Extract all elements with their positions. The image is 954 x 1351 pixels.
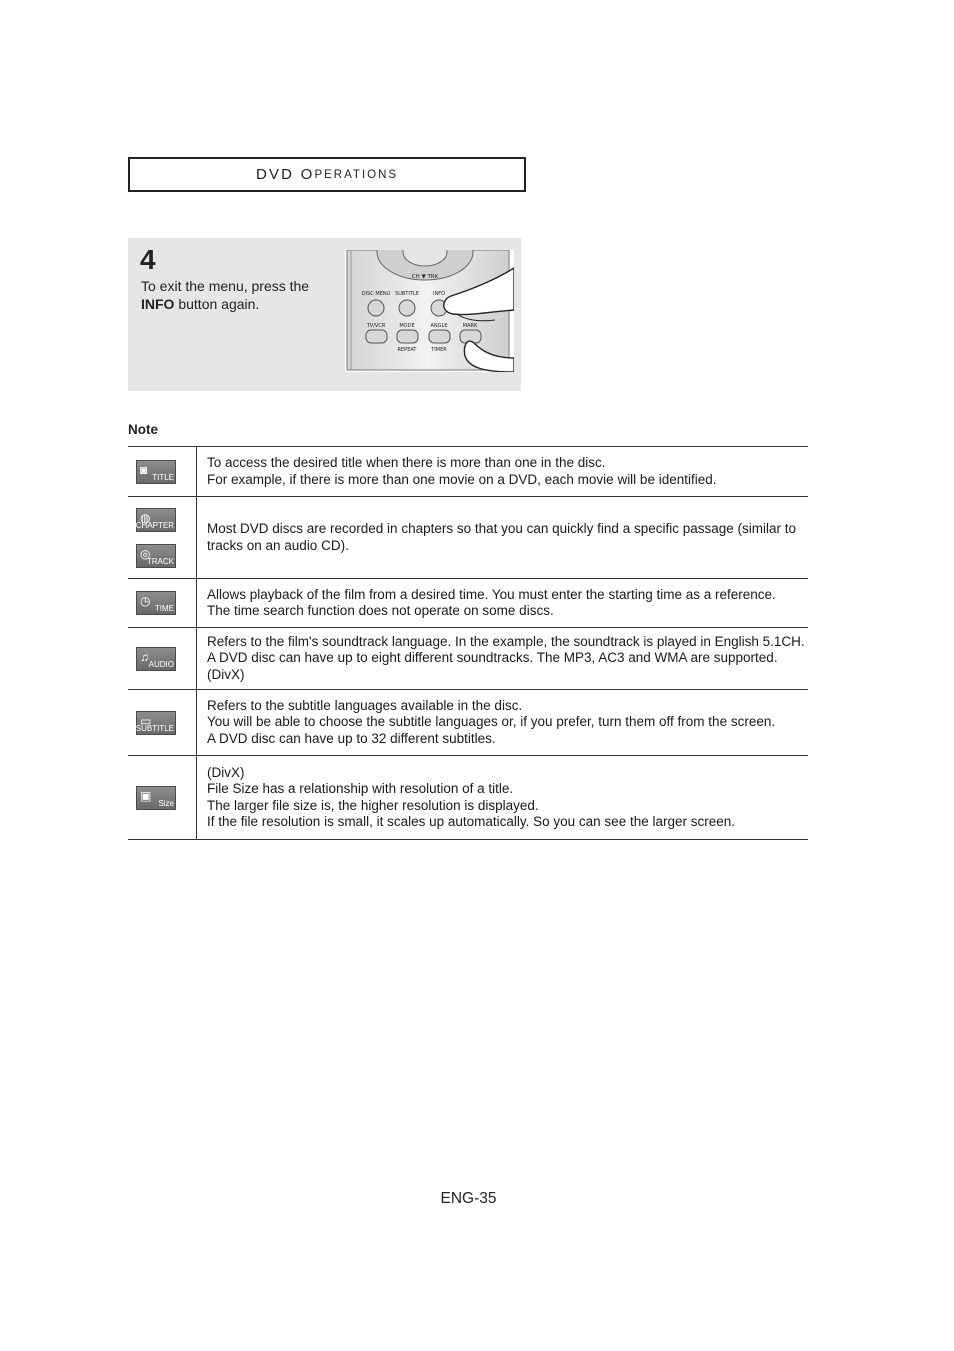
icon-label: AUDIO	[148, 659, 174, 669]
track-icon	[136, 544, 176, 568]
note-text-line: File Size has a relationship with resolution of a title.	[207, 781, 514, 796]
note-text-line: Refers to the film's soundtrack language. In the example, the soundtrack is played in English 5.1CH.	[207, 633, 805, 649]
subtitle-button	[399, 300, 415, 316]
note-text-cell	[197, 690, 809, 756]
note-text-line: (DivX)	[207, 764, 245, 780]
time-icon-glyph: ◷	[140, 594, 151, 608]
subtitle-icon	[136, 711, 176, 735]
timer-label: TIMER	[431, 347, 447, 353]
audio-icon-glyph: ♫	[140, 649, 149, 664]
note-text-cell	[197, 756, 809, 840]
note-text-line: For example, if there is more than one movie on a DVD, each movie will be identified.	[207, 471, 717, 487]
note-text-line: The larger file size is, the higher resolution is displayed.	[207, 797, 539, 813]
note-text-line: If the file resolution is small, it scales up automatically. So you can see the larger screen.	[207, 814, 736, 829]
note-text-line: tracks on an audio CD).	[207, 537, 349, 553]
icon-label: CHAPTER	[135, 520, 174, 530]
note-text-line: The time search function does not operate on some discs.	[207, 603, 554, 618]
icon-label: TRACK	[146, 556, 174, 566]
note-text-line: (DivX)	[207, 666, 245, 682]
note-text-cell	[197, 447, 809, 497]
note-table	[128, 446, 808, 840]
step-text-before: To exit the menu, press the	[141, 278, 310, 294]
audio-icon	[136, 647, 176, 671]
note-text-line: A DVD disc can have up to 32 different subtitles.	[207, 730, 496, 746]
time-icon	[136, 591, 176, 615]
step-text-after: button again.	[174, 296, 260, 312]
note-title: Note	[128, 422, 158, 437]
step-number: 4	[140, 244, 156, 275]
note-text-cell	[197, 497, 809, 579]
track-icon-glyph: ◎	[140, 546, 151, 561]
note-text-line: A DVD disc can have up to eight different soundtracks. The MP3, AC3 and WMA are supported.	[207, 650, 778, 666]
note-text-line: Allows playback of the film from a desired time. You must enter the starting time as a reference.	[207, 586, 776, 602]
icon-label: SUBTITLE	[135, 723, 174, 733]
note-icon-cell	[128, 447, 197, 497]
mark-label: MARK	[462, 323, 478, 329]
note-icon-cell	[128, 628, 197, 690]
note-icon-cell	[128, 756, 197, 840]
repeat-label: REPEAT	[397, 347, 417, 353]
title-icon	[136, 460, 176, 484]
angle-button	[429, 330, 450, 343]
disc-menu-button	[368, 300, 384, 316]
step-box	[128, 238, 521, 391]
step-text-bold: INFO	[141, 296, 175, 312]
chapter-icon-glyph: ◍	[140, 510, 151, 525]
note-icon-cell	[128, 690, 197, 756]
note-row	[128, 628, 808, 690]
icon-label: TIME	[154, 604, 174, 613]
icon-label: TITLE	[152, 472, 174, 482]
page-number: ENG-35	[440, 1190, 497, 1207]
size-icon-glyph: ▣	[140, 788, 152, 803]
section-title-first: DVD O	[255, 166, 315, 183]
disc-menu-label: DISC MENU	[361, 291, 391, 297]
note-row	[128, 579, 808, 628]
note-row	[128, 447, 808, 497]
subtitle-icon-glyph: ▭	[140, 713, 152, 728]
subtitle-label: SUBTITLE	[395, 291, 419, 297]
note-text-line: Most DVD discs are recorded in chapters so that you can quickly find a specific passage (similar to	[207, 521, 797, 536]
tv-vcr-label: TV/VCR	[366, 323, 386, 329]
section-header	[128, 157, 526, 192]
tv-vcr-button	[366, 330, 387, 343]
ch-trk-label: CH ▼ TRK	[411, 274, 439, 280]
size-icon	[136, 786, 176, 810]
chapter-icon	[136, 508, 176, 532]
note-text-line: Refers to the subtitle languages available in the disc.	[207, 697, 523, 713]
note-row	[128, 756, 808, 840]
icon-label: Size	[158, 798, 174, 808]
step-instruction	[141, 277, 331, 313]
note-icon-cell	[128, 497, 197, 579]
mode-label: MODE	[399, 323, 415, 329]
note-text-cell	[197, 579, 809, 628]
note-text-cell	[197, 628, 809, 690]
mode-button	[397, 330, 418, 343]
note-icon-cell	[128, 579, 197, 628]
section-title-rest: PERATIONS	[314, 168, 399, 181]
note-text-line: You will be able to choose the subtitle languages or, if you prefer, turn them off from the screen.	[207, 714, 776, 730]
info-label: INFO	[432, 291, 446, 297]
title-icon-glyph: ◙	[140, 462, 148, 477]
remote-control-illustration	[345, 250, 514, 372]
note-row	[128, 497, 808, 579]
note-row	[128, 690, 808, 756]
angle-label: ANGLE	[430, 323, 448, 329]
note-text-line: To access the desired title when there is more than one in the disc.	[207, 455, 606, 470]
